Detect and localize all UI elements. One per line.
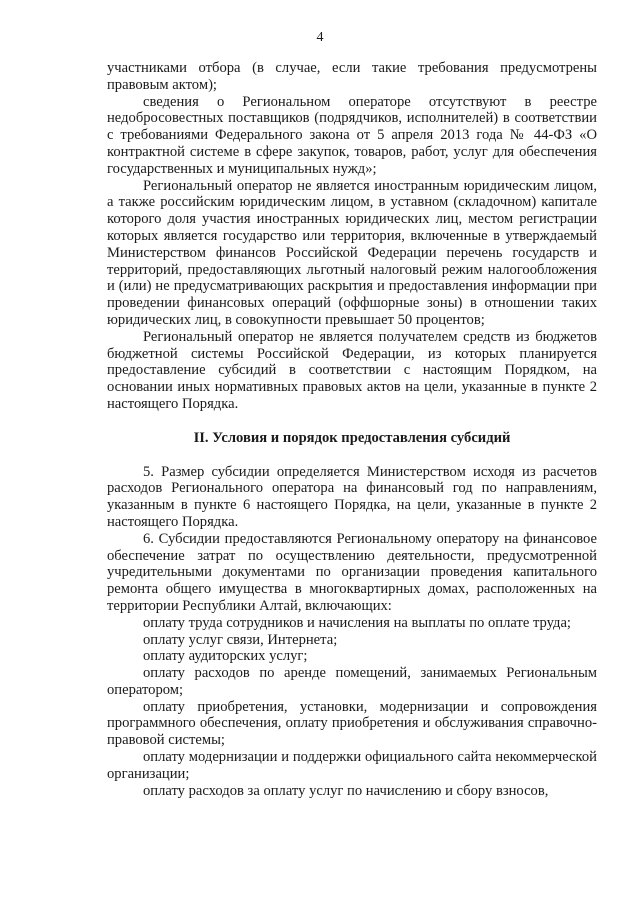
list-item: оплату аудиторских услуг; xyxy=(143,648,308,665)
list-item: оплату расходов за оплату услуг по начислению и сбору взносов, xyxy=(143,782,549,799)
list-item: оплату расходов по аренде помещений, занимаемых Региональным оператором; xyxy=(107,665,597,698)
list-item: оплату услуг связи, Интернета; xyxy=(143,631,338,648)
list-item: оплату труда сотрудников и начисления на выплаты по оплате труда; xyxy=(143,614,571,631)
page-number: 4 xyxy=(316,30,324,45)
list-item: оплату модернизации и поддержки официального сайта некоммерческой организации; xyxy=(107,749,597,782)
list-item: оплату приобретения, установки, модернизации и сопровождения программного обеспечения, оплату приобретения и обслуживания справочно-правовой системы; xyxy=(107,698,597,749)
section-heading: II. Условия и порядок предоставления субсидий xyxy=(193,429,511,446)
document-body xyxy=(107,60,597,799)
paragraph-foreign-entity-condition: Региональный оператор не является иностранным юридическим лицом, а также российским юридическим лицом, в уставном (складочном) капитале которого доля участия иностранных юридических лиц, местом регистрации которых является государство или территория, включенные в утверждаемый Министерством финансов Российской Федерации перечень государств и территорий, предоставляющих льготный налоговый режим налогообложения и (или) не предусматривающих раскрытия и предоставления информации при проведении финансовых операций (оффшорные зоны) в отношении таких юридических лиц, в совокупности превышает 50 процентов; xyxy=(107,177,597,328)
clause-5: 5. Размер субсидии определяется Министерством исходя из расчетов расходов Регионального оператора на финансовый год по направлениям, указанным в пункте 6 настоящего Порядка, на цели, указанные в пункте 2 настоящего Порядка. xyxy=(107,463,597,530)
clause-6: 6. Субсидии предоставляются Региональному оператору на финансовое обеспечение затрат по осуществлению деятельности, предусмотренной учредительными документами по организации проведения капитального ремонта общего имущества в многоквартирных домах, расположенных на территории Республики Алтай, включающих: xyxy=(107,530,597,614)
paragraph-continuation: участниками отбора (в случае, если такие требования предусмотрены правовым актом); xyxy=(107,60,597,93)
paragraph-budget-funds-condition: Региональный оператор не является получателем средств из бюджетов бюджетной системы Российской Федерации, из которых планируется предоставление субсидий в соответствии с настоящим Порядком, на основании иных нормативных правовых актов на цели, указанные в пункте 2 настоящего Порядка. xyxy=(107,328,597,412)
paragraph-registry-condition: сведения о Региональном операторе отсутствуют в реестре недобросовестных поставщиков (подрядчиков, исполнителей) в соответствии с требованиями Федерального закона от 5 апреля 2013 года № 44-ФЗ «О контрактной системе в сфере закупок, товаров, работ, услуг для обеспечения государственных и муниципальных нужд»; xyxy=(107,93,597,177)
